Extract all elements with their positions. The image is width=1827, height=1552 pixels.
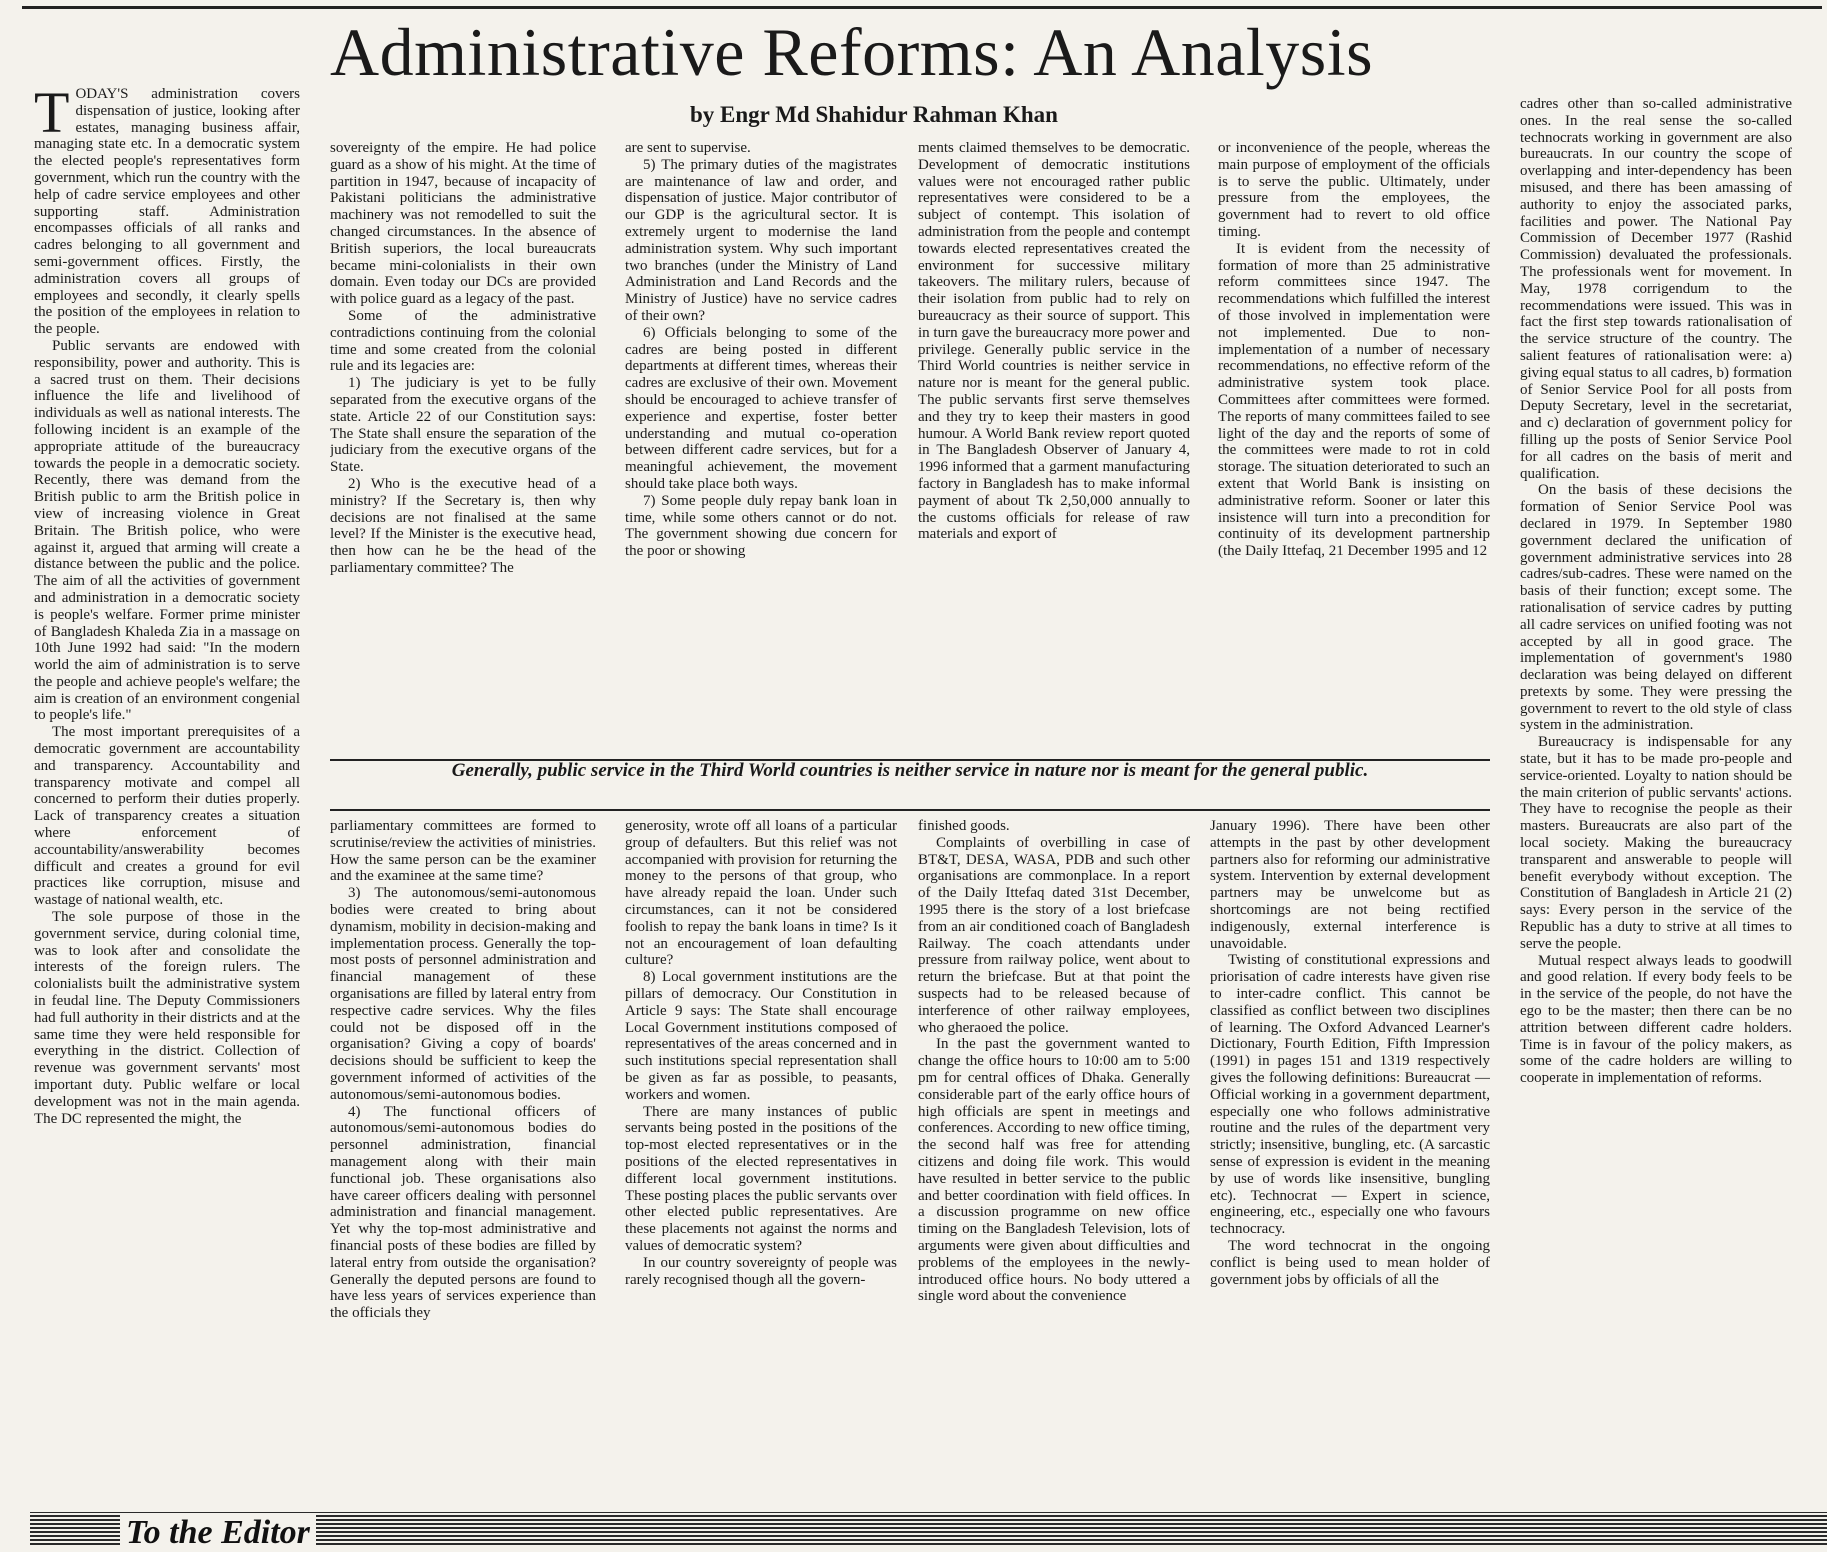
next-section-band bbox=[30, 1512, 1827, 1551]
column-2-top bbox=[330, 140, 596, 735]
column-3-top bbox=[625, 140, 897, 735]
pullquote: Generally, public service in the Third World countries is neither service in nature nor is meant for the general public. bbox=[451, 760, 1369, 781]
paragraph: generosity, wrote off all loans of a particular group of defaulters. But this relief was not accompanied with provision for returning the money to the persons of that group, who have already repaid the loan. Under such circumstances, can it not be considered foolish to repay the bank loans in time? Is it not an encouragement of loan defaulting culture? bbox=[625, 818, 897, 969]
next-section-heading: To the Editor bbox=[120, 1514, 316, 1552]
paragraph: 4) The functional officers of autonomous/semi-autonomous bodies do personnel administration, financial management along with their main functional job. These organisations also have career officers dealing with personnel administration and financial management. Yet why the top-most administrative and financial posts of these bodies are filled by lateral entry from outside the organisation? Generally the deputed persons are found to have less years of services experience than the officials they bbox=[330, 1103, 596, 1322]
paragraph: or inconvenience of the people, whereas the main purpose of employment of the officials is to serve the public. Ultimately, under pressure from the employees, the government had to revert to old office timing. bbox=[1218, 140, 1490, 240]
headline: Administrative Reforms: An Analysis bbox=[330, 14, 1374, 90]
paragraph: ments claimed themselves to be democratic. Development of democratic institutions values were not encouraged rather public representatives were considered to be a subject of contempt. This isolation of administration from the people and contempt towards elected representatives created the environment for successive military takeovers. The military rulers, because of their isolation from public had to rely on bureaucracy as their source of support. This in turn gave the bureaucracy more power and privilege. Generally public service in the Third World countries is neither service in nature nor is meant for the general public. The public servants first serve themselves and they try to keep their masters in good humour. A World Bank review report quoted in The Bangladesh Observer of January 4, 1996 informed that a garment manufacturing factory in Bangladesh has to make informal payment of about Tk 2,50,000 annually to the customs officials for release of raw materials and export of bbox=[918, 140, 1190, 543]
paragraph: In the past the government wanted to change the office hours to 10:00 am to 5:00 pm for central offices of Dhaka. Generally considerable part of the early office hours of high officials are spent in meetings and conferences. According to new office timing, the second half was free for attending citizens and doing file work. This would have resulted in better service to the public and better coordination with field offices. In a discussion programme on new office timing on the Bangladesh Television, lots of arguments were given about difficulties and problems of the employees in the newly-introduced office hours. No body uttered a single word about the convenience bbox=[918, 1036, 1190, 1305]
paragraph: 3) The autonomous/semi-autonomous bodies were created to bring about dynamism, mobility in decision-making and implementation process. Generally the top-most posts of personnel administration and financial management of these organisations are filled by lateral entry from respective cadre services. Why the files could not be disposed off in the organisation? Giving a copy of boards' decisions should be sufficient to keep the government informed of activities of the autonomous/semi-autonomous bodies. bbox=[330, 885, 596, 1103]
paragraph: The most important prerequisites of a democratic government are accountability and transparency. Accountability and transparency motivate and compel all concerned to perform their duties properly. Lack of transparency creates a situation where enforcement of accountability/answerability becomes difficult and creates a ground for evil practices like corruption, misuse and wastage of national wealth, etc. bbox=[34, 724, 300, 909]
column-2-bottom bbox=[330, 818, 596, 1508]
paragraph: parliamentary committees are formed to scrutinise/review the activities of ministries. How the same person can be the examiner and the examinee at the same time? bbox=[330, 818, 596, 885]
column-3-bottom bbox=[625, 818, 897, 1508]
paragraph: finished goods. bbox=[918, 818, 1010, 834]
paragraph: Bureaucracy is indispensable for any state, but it has to be made pro-people and service-oriented. Loyalty to nation should be the main criterion of public servants' actions. They have to recognise the people as their masters. Bureaucrats are also part of the local society. Making the bureaucracy transparent and answerable to people will benefit everybody without exception. The Constitution of Bangladesh in Article 21 (2) says: Every person in the service of the Republic has a duty to strive at all times to serve the people. bbox=[1520, 734, 1792, 952]
paragraph: 7) Some people duly repay bank loan in time, while some others cannot or do not. The government showing due concern for the poor or showing bbox=[625, 492, 897, 560]
byline: by Engr Md Shahidur Rahman Khan bbox=[690, 102, 1058, 127]
drop-cap: T bbox=[34, 86, 70, 145]
paragraph: 5) The primary duties of the magistrates are maintenance of law and order, and dispensation of justice. Major contributor of our GDP is the agricultural sector. It is extremely urgent to modernise the land administration system. Why such important two branches (under the Ministry of Land Administration and Land Records and the Ministry of Justice) have no service cadres of their own? bbox=[625, 156, 897, 324]
paragraph: ODAY'S administration covers dispensation of justice, looking after estates, managing business affair, managing state etc. In a democratic system the elected people's representatives form government, which run the country with the help of cadre service employees and other supporting staff. Administration encompasses officials of all ranks and cadres belonging to all government and semi-government offices. Firstly, the administration covers all groups of employees and secondly, it clearly spells the position of the employees in relation to the people. bbox=[34, 86, 300, 338]
paragraph: It is evident from the necessity of formation of more than 25 administrative reform committees since 1947. The recommendations which fulfilled the interest of those involved in implementation were not implemented. Due to non-implementation of a number of necessary recommendations, no effective reform of the administrative system took place. Committees after committees were formed. The reports of many committees failed to see light of the day and the reports of some of the committees were made to rot in cold storage. The situation deteriorated to such an extent that World Bank is insisting on administrative reform. Sooner or later this insistence will turn into a precondition for continuity of its development partnership (the Daily Ittefaq, 21 December 1995 and 12 bbox=[1218, 240, 1490, 560]
paragraph: 6) Officials belonging to some of the cadres are being posted in different departments at different times, whereas their cadres are exclusive of their own. Movement should be encouraged to achieve transfer of experience and expertise, foster better understanding and mutual co-operation between different cadre services, but for a meaningful achievement, the movement should take place both ways. bbox=[625, 324, 897, 492]
column-6 bbox=[1520, 96, 1792, 1506]
paragraph: cadres other than so-called administrative ones. In the real sense the so-called technocrats working in government are also bureaucrats. In our country the scope of overlapping and inter-dependency has been misused, and there has been amassing of authority to enjoy the associated parks, facilities and power. The National Pay Commission of December 1977 (Rashid Commission) devaluated the professionals. The professionals went for movement. In May, 1978 corrigendum to the recommendations were issued. This was in fact the first step towards rationalisation of the service structure of the country. The salient features of rationalisation were: a) giving equal status to all cadres, b) formation of Senior Service Pool for all posts from Deputy Secretary, level in the secretariat, and c) declaration of government policy for filling up the posts of Senior Service Pool for all cadres on the basis of merit and qualification. bbox=[1520, 96, 1792, 482]
paragraph: The word technocrat in the ongoing conflict is being used to mean holder of government jobs by officials of all the bbox=[1210, 1237, 1490, 1288]
paragraph: 2) Who is the executive head of a ministry? If the Secretary is, then why decisions are not finalised at the same level? If the Minister is the executive head, then how can he be the head of the parliamentary committee? The bbox=[330, 475, 596, 576]
top-rule bbox=[22, 6, 1822, 9]
paragraph: 8) Local government institutions are the pillars of democracy. Our Constitution in Article 9 says: The State shall encourage Local Government institutions composed of representatives of the areas concerned and in such institutions special representation shall be given as far as possible, to peasants, workers and women. bbox=[625, 969, 897, 1103]
paragraph: Some of the administrative contradictions continuing from the colonial time and some created from the colonial rule and its legacies are: bbox=[330, 307, 596, 375]
column-4-top bbox=[918, 140, 1190, 735]
paragraph: Mutual respect always leads to goodwill and good relation. If every body feels to be in the service of the people, do not have the ego to be the master; then there can be no attrition between different cadre holders. Time is in favour of the policy makers, as some of the cadre holders are willing to cooperate in implementation of reforms. bbox=[1520, 952, 1792, 1087]
column-5-top bbox=[1218, 140, 1490, 735]
paragraph: Complaints of overbilling in case of BT&T, DESA, WASA, PDB and such other organisations are commonplace. In a report of the Daily Ittefaq dated 31st December, 1995 there is the story of a lost briefcase from an air conditioned coach of Bangladesh Railway. The coach attendants under pressure from railway police, went about to return the briefcase. But at that point the suspects had to be released because of interference of other railway employees, who gheraoed the police. bbox=[918, 834, 1190, 1036]
paragraph: Public servants are endowed with responsibility, power and authority. This is a sacred trust on them. Their decisions influence the life and livelihood of individuals as well as national interests. The following incident is an example of the appropriate attitude of the bureaucracy towards the people in a democratic society. Recently, there was demand from the British public to arm the British police in view of increasing violence in Great Britain. The British police, who were against it, argued that arming will create a distance between the public and the police. The aim of all the activities of government and administration in a democratic society is people's welfare. Former prime minister of Bangladesh Khaleda Zia in a massage on 10th June 1992 had said: "In the modern world the aim of administration is to serve the people and achieve people's welfare; the aim is creation of an environment congenial to people's life." bbox=[34, 337, 300, 724]
paragraph: In our country sovereignty of people was rarely recognised though all the govern- bbox=[625, 1254, 897, 1288]
paragraph: There are many instances of public servants being posted in the positions of the top-most elected representatives or in the positions of the elected representatives in different local government institutions. These posting places the public servants over other elected public representatives. Are these placements not against the norms and values of democratic system? bbox=[625, 1103, 897, 1254]
paragraph: Twisting of constitutional expressions and priorisation of cadre interests have given rise to inter-cadre conflict. This cannot be classified as conflict between two disciplines of learning. The Oxford Advanced Learner's Dictionary, Fourth Edition, Fifth Impression (1991) in pages 151 and 1319 respectively gives the following definitions: Bureaucrat — Official working in a government department, especially one who follows administrative routine and the rules of the department very strictly; insensitive, bungling, etc. (A sarcastic sense of expression is evident in the meaning by use of words like insensitive, bungling etc). Technocrat — Expert in science, engineering, etc., especially one who favours technocracy. bbox=[1210, 952, 1490, 1238]
paragraph: are sent to supervise. bbox=[625, 140, 751, 156]
paragraph: sovereignty of the empire. He had police guard as a show of his might. At the time of partition in 1947, because of incapacity of Pakistani politicians the administrative machinery was not remodelled to suit the changed circumstances. In the absence of British superiors, the local bureaucrats became mini-colonialists in their own domain. Even today our DCs are provided with police guard as a legacy of the past. bbox=[330, 140, 596, 308]
column-5-bottom bbox=[1210, 818, 1490, 1508]
column-1 bbox=[34, 86, 300, 1506]
paragraph: On the basis of these decisions the formation of Senior Service Pool was declared in 1979. In September 1980 government declared the unification of government administrative services into 28 cadres/sub-cadres. These were named on the basis of their function; except some. The rationalisation of service cadres by putting all cadre services on unified footing was not accepted by all in good grace. The implementation of government's 1980 declaration was being delayed on different pretexts by some. They were pressing the government to revert to the old style of class system in the administration. bbox=[1520, 482, 1792, 734]
column-4-bottom bbox=[918, 818, 1190, 1508]
paragraph: The sole purpose of those in the government service, during colonial time, was to look after and consolidate the interests of the foreign rulers. The colonialists built the administrative system in feudal line. The Deputy Commissioners had full authority in their districts and at the same time they were held responsible for everything in the district. Collection of revenue was government servants' most important duty. Public welfare or local development was not in the main agenda. The DC represented the might, the bbox=[34, 909, 300, 1127]
paragraph: January 1996). There have been other attempts in the past by other development partners also for reforming our administrative system. Intervention by external development partners may be unwelcome but as shortcomings are not being rectified indigenously, external interference is unavoidable. bbox=[1210, 818, 1490, 952]
paragraph: 1) The judiciary is yet to be fully separated from the executive organs of the state. Article 22 of our Constitution says: The State shall ensure the separation of the judiciary from the executive organs of the State. bbox=[330, 375, 596, 476]
